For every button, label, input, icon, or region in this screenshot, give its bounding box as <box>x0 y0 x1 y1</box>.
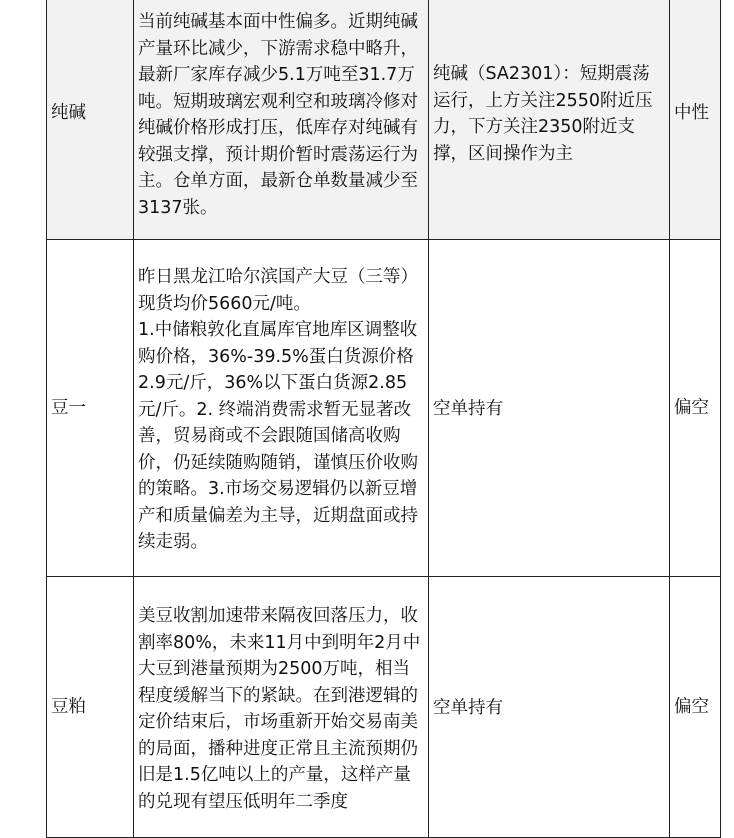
table-row <box>47 240 721 577</box>
row-strategy <box>429 577 670 838</box>
futures-strategy-table <box>46 0 721 838</box>
table-row <box>47 577 721 838</box>
row-analysis <box>134 240 429 577</box>
row-rating: 偏空 <box>670 577 721 838</box>
row-rating: 中性 <box>670 0 721 240</box>
analysis-text: 昨日黑龙江哈尔滨国产大豆（三等）现货均价5660元/吨。 1.中储粮敦化直属库官地库区调整收购价格，36%-39.5%蛋白货源价格2.9元/斤，36%以下蛋白货源2.85元/斤。2. 终端消费需求暂无显著改善，贸易商或不会跟随国储高收购价，仍延续随购随销，谨慎压价收购的策略。3.市场交易逻辑仍以新豆增产和质量偏差为主导，近期盘面或持续走弱。 <box>138 267 418 553</box>
strategy-text: 空单持有 <box>433 697 503 718</box>
row-analysis <box>134 577 429 838</box>
strategy-text: 空单持有 <box>433 398 503 419</box>
row-rating: 偏空 <box>670 240 721 577</box>
strategy-text: 纯碱（SA2301）：短期震荡运行，上方关注2550附近压力，下方关注2350附近支撑，区间操作为主 <box>433 64 653 164</box>
row-category: 豆一 <box>47 240 134 577</box>
row-category: 纯碱 <box>47 0 134 240</box>
table-row <box>47 0 721 240</box>
row-category: 豆粕 <box>47 577 134 838</box>
analysis-text: 美豆收割加速带来隔夜回落压力，收割率80%，未来11月中到明年2月中大豆到港量预期为2500万吨，相当程度缓解当下的紧缺。在到港逻辑的定价结束后，市场重新开始交易南美的局面，播种进度正常且主流预期仍旧是1.5亿吨以上的产量，这样产量的兑现有望压低明年二季度 <box>138 606 421 812</box>
row-strategy <box>429 0 670 240</box>
row-analysis <box>134 0 429 240</box>
row-strategy <box>429 240 670 577</box>
analysis-text: 当前纯碱基本面中性偏多。近期纯碱产量环比减少，下游需求稳中略升，最新厂家库存减少5.1万吨至31.7万吨。短期玻璃宏观利空和玻璃冷修对纯碱价格形成打压，低库存对纯碱有较强支撑，预计期价暂时震荡运行为主。仓单方面，最新仓单数量减少至3137张。 <box>138 12 418 218</box>
page-margin <box>0 0 22 813</box>
